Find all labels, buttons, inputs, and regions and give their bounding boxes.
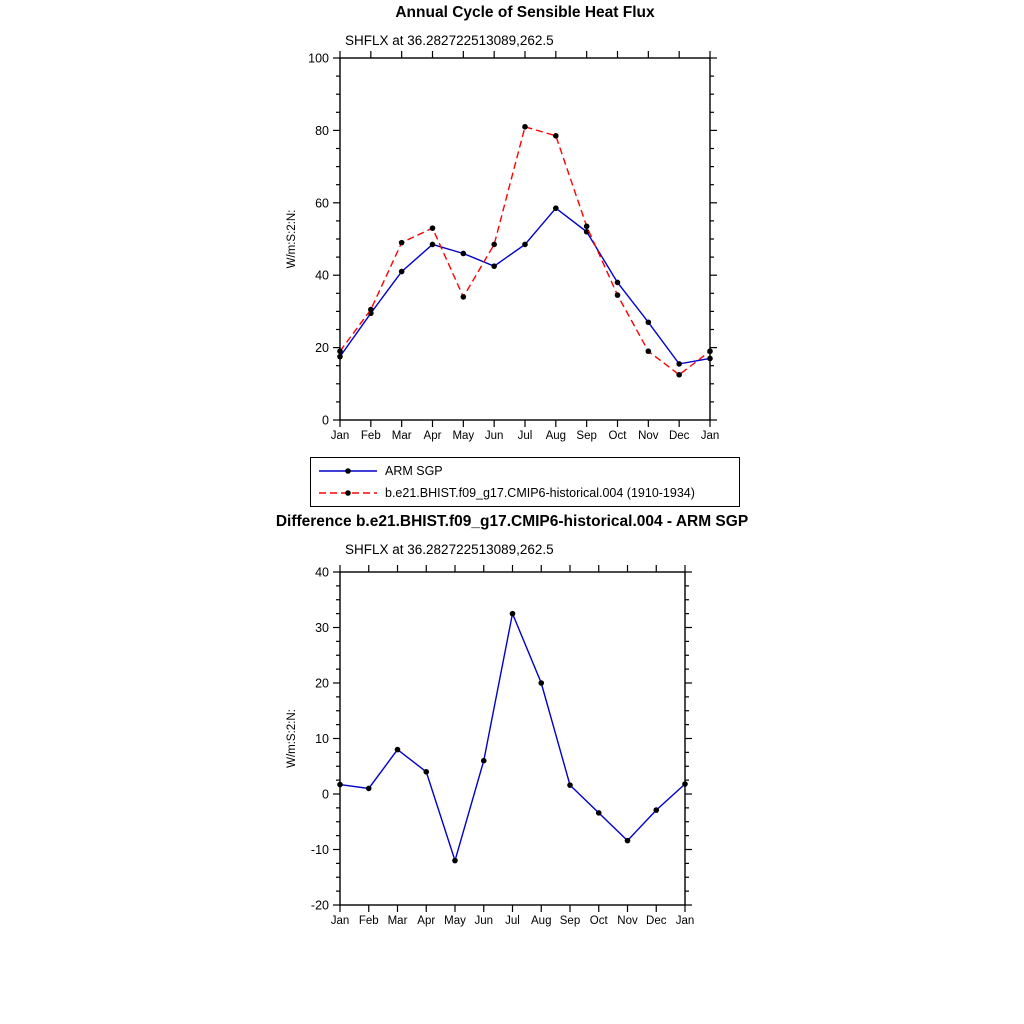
svg-text:Mar: Mar [387, 915, 408, 927]
svg-text:20: 20 [315, 341, 329, 356]
annual-cycle-line-chart [280, 48, 750, 458]
difference-chart-subtitle: SHFLX at 36.282722513089,262.5 [345, 542, 554, 557]
svg-text:Mar: Mar [391, 430, 412, 442]
svg-text:Oct: Oct [589, 915, 608, 927]
svg-text:Oct: Oct [608, 430, 627, 442]
svg-text:-20: -20 [310, 898, 329, 913]
svg-text:Feb: Feb [358, 915, 379, 927]
svg-text:Aug: Aug [531, 915, 552, 927]
svg-text:Jan: Jan [330, 430, 350, 442]
svg-text:Jan: Jan [700, 430, 720, 442]
legend-line-swatch-model [317, 486, 379, 500]
svg-text:Jun: Jun [484, 430, 504, 442]
svg-text:0: 0 [322, 787, 329, 802]
svg-text:60: 60 [315, 196, 329, 211]
svg-text:Nov: Nov [617, 915, 638, 927]
svg-text:May: May [444, 915, 466, 927]
svg-text:Feb: Feb [360, 430, 381, 442]
svg-text:80: 80 [315, 123, 329, 138]
svg-text:Aug: Aug [545, 430, 567, 442]
svg-text:20: 20 [315, 676, 329, 691]
svg-text:40: 40 [315, 268, 329, 283]
top-chart-title: Annual Cycle of Sensible Heat Flux [395, 4, 655, 21]
legend-label-arm-sgp: ARM SGP [385, 464, 443, 478]
svg-text:Sep: Sep [576, 430, 597, 442]
svg-text:-10: -10 [310, 843, 329, 857]
legend-box [310, 457, 740, 507]
svg-text:100: 100 [308, 51, 329, 66]
svg-text:Jun: Jun [474, 915, 494, 927]
svg-text:Dec: Dec [668, 430, 690, 442]
svg-text:10: 10 [315, 732, 329, 746]
svg-text:Jan: Jan [675, 915, 695, 927]
svg-text:Jan: Jan [330, 915, 350, 927]
svg-text:Jul: Jul [505, 915, 520, 927]
legend-label-model: b.e21.BHIST.f09_g17.CMIP6-historical.004 (1910-1934) [385, 486, 695, 500]
svg-text:Jul: Jul [517, 430, 533, 442]
svg-text:Nov: Nov [638, 430, 659, 442]
svg-text:W/m:S:2:N:: W/m:S:2:N: [286, 209, 298, 269]
difference-line-chart [280, 558, 750, 948]
svg-text:Apr: Apr [423, 430, 442, 442]
svg-text:30: 30 [315, 621, 329, 635]
svg-text:May: May [452, 430, 475, 442]
legend-item-arm-sgp [317, 461, 733, 482]
svg-text:Sep: Sep [559, 915, 581, 927]
svg-text:Apr: Apr [417, 915, 436, 927]
difference-chart-title: Difference b.e21.BHIST.f09_g17.CMIP6-historical.004 - ARM SGP [275, 513, 749, 530]
svg-text:0: 0 [322, 413, 329, 428]
svg-text:Dec: Dec [646, 915, 667, 927]
svg-text:W/m:S:2:N:: W/m:S:2:N: [286, 709, 298, 768]
top-chart-subtitle: SHFLX at 36.282722513089,262.5 [345, 33, 554, 48]
legend-item-model [317, 483, 733, 504]
legend-line-swatch-arm-sgp [317, 464, 379, 478]
svg-text:40: 40 [315, 565, 329, 580]
